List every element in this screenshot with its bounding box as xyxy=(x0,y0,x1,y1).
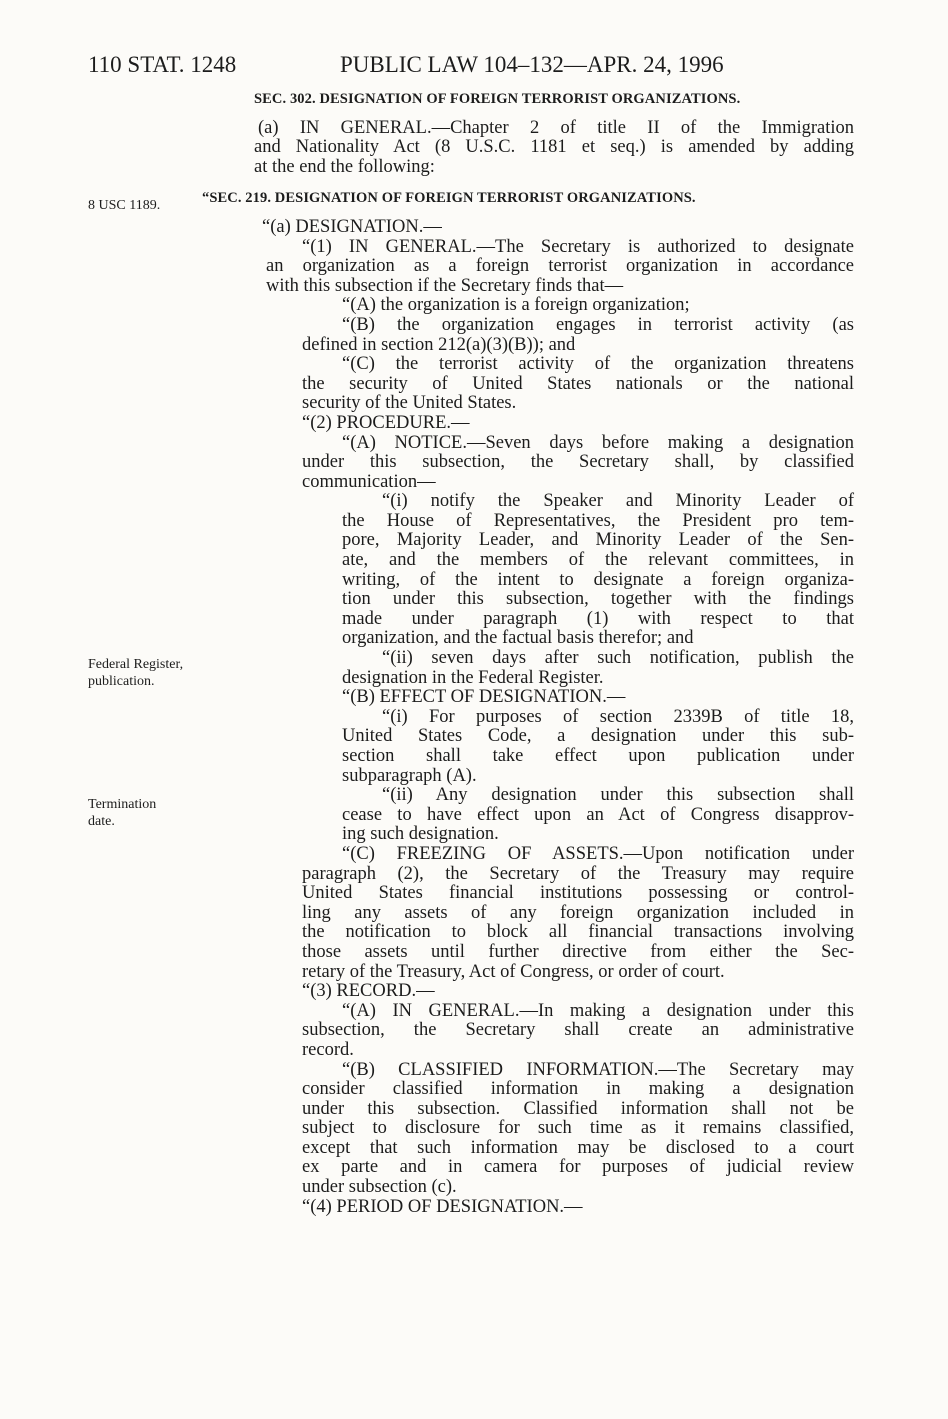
text-line: retary of the Treasury, Act of Congress, or order of court. xyxy=(302,961,725,982)
text-line: United States Code, a designation under this sub- xyxy=(342,726,854,747)
text-line: except that such information may be disclosed to a court xyxy=(302,1137,854,1158)
text-line: “(A) the organization is a foreign organization; xyxy=(342,295,690,316)
text-line: under this subsection, the Secretary shall, by classified xyxy=(302,452,854,473)
text-line: pore, Majority Leader, and Minority Leader of the Sen- xyxy=(342,530,854,551)
text-line: United States financial institutions possessing or control- xyxy=(302,883,854,904)
margin-note-federal-register: Federal Register, publication. xyxy=(88,657,184,689)
text-line: “(B) EFFECT OF DESIGNATION.— xyxy=(342,687,626,708)
section-302-title: SEC. 302. DESIGNATION OF FOREIGN TERRORIST ORGANIZATIONS. xyxy=(254,91,741,107)
text-line: (a) IN GENERAL.—Chapter 2 of title II of the Immigration xyxy=(258,117,854,138)
text-line: consider classified information in making a designation xyxy=(302,1079,854,1100)
page-header xyxy=(88,52,724,78)
text-line: organization, and the factual basis therefor; and xyxy=(342,628,694,649)
text-line: “(4) PERIOD OF DESIGNATION.— xyxy=(302,1196,583,1217)
text-line: and Nationality Act (8 U.S.C. 1181 et seq.) is amended by adding xyxy=(254,137,854,158)
text-line: at the end the following: xyxy=(254,156,435,177)
text-line: designation in the Federal Register. xyxy=(342,667,604,688)
text-line: the notification to block all financial transactions involving xyxy=(302,922,854,943)
text-line: “(ii) seven days after such notification, publish the xyxy=(382,648,854,669)
text-line: the House of Representatives, the President pro tem- xyxy=(342,510,854,531)
text-line: with this subsection if the Secretary finds that— xyxy=(266,275,624,296)
text-line: communication— xyxy=(302,471,436,492)
text-line: writing, of the intent to designate a foreign organiza- xyxy=(342,569,854,590)
text-line: ate, and the members of the relevant committees, in xyxy=(342,550,854,571)
text-line: subparagraph (A). xyxy=(342,765,477,786)
page-number: 110 STAT. 1248 xyxy=(88,52,237,77)
text-line: an organization as a foreign terrorist organization in accordance xyxy=(266,256,854,277)
text-line: cease to have effect upon an Act of Congress disapprov- xyxy=(342,804,854,825)
text-line: section shall take effect upon publication under xyxy=(342,746,854,766)
text-line: defined in section 212(a)(3)(B)); and xyxy=(302,334,576,355)
margin-note-termination: Termination date. xyxy=(88,797,157,829)
text-line: paragraph (2), the Secretary of the Treasury may require xyxy=(302,863,854,884)
text-line: under subsection (c). xyxy=(302,1177,457,1198)
section-219-title: “SEC. 219. DESIGNATION OF FOREIGN TERRORIST ORGANIZATIONS. xyxy=(202,190,696,207)
text-line: “(ii) Any designation under this subsection shall xyxy=(382,785,854,806)
text-line: subsection, the Secretary shall create an administrative xyxy=(302,1020,854,1041)
text-line: made under paragraph (1) with respect to that xyxy=(342,608,854,629)
text-line: “(i) notify the Speaker and Minority Leader of xyxy=(382,491,854,512)
text-line: security of the United States. xyxy=(302,393,517,414)
text-line: the security of United States nationals or the national xyxy=(302,373,854,394)
text-line: ex parte and in camera for purposes of judicial review xyxy=(302,1157,854,1178)
text-line: tion under this subsection, together with the findings xyxy=(342,589,854,610)
public-law-citation: PUBLIC LAW 104–132—APR. 24, 1996 xyxy=(340,52,724,77)
text-line: those assets until further directive from either the Sec- xyxy=(302,941,854,962)
text-line: “(1) IN GENERAL.—The Secretary is authorized to designate xyxy=(302,236,854,257)
text-line: “(C) the terrorist activity of the organization threatens xyxy=(342,354,854,375)
margin-note-usc: 8 USC 1189. xyxy=(88,198,161,213)
text-line: “(C) FREEZING OF ASSETS.—Upon notification under xyxy=(342,843,854,864)
text-line: ing such designation. xyxy=(342,824,499,845)
text-line: ling any assets of any foreign organization included in xyxy=(302,902,854,923)
text-line: “(A) IN GENERAL.—In making a designation under this xyxy=(342,1000,854,1021)
text-line: record. xyxy=(302,1039,354,1060)
text-line: “(A) NOTICE.—Seven days before making a designation xyxy=(342,432,854,453)
text-line: subject to disclosure for such time as it remains classified, xyxy=(302,1118,854,1139)
text-line: “(3) RECORD.— xyxy=(302,981,435,1002)
text-line: under this subsection. Classified information shall not be xyxy=(302,1098,854,1119)
statute-text xyxy=(202,90,854,1217)
text-line: “(B) CLASSIFIED INFORMATION.—The Secretary may xyxy=(342,1059,854,1080)
text-line: “(2) PROCEDURE.— xyxy=(302,412,470,433)
text-line: “(i) For purposes of section 2339B of title 18, xyxy=(382,706,854,727)
text-line: “(a) DESIGNATION.— xyxy=(262,216,442,237)
text-line: “(B) the organization engages in terrorist activity (as xyxy=(342,314,854,335)
